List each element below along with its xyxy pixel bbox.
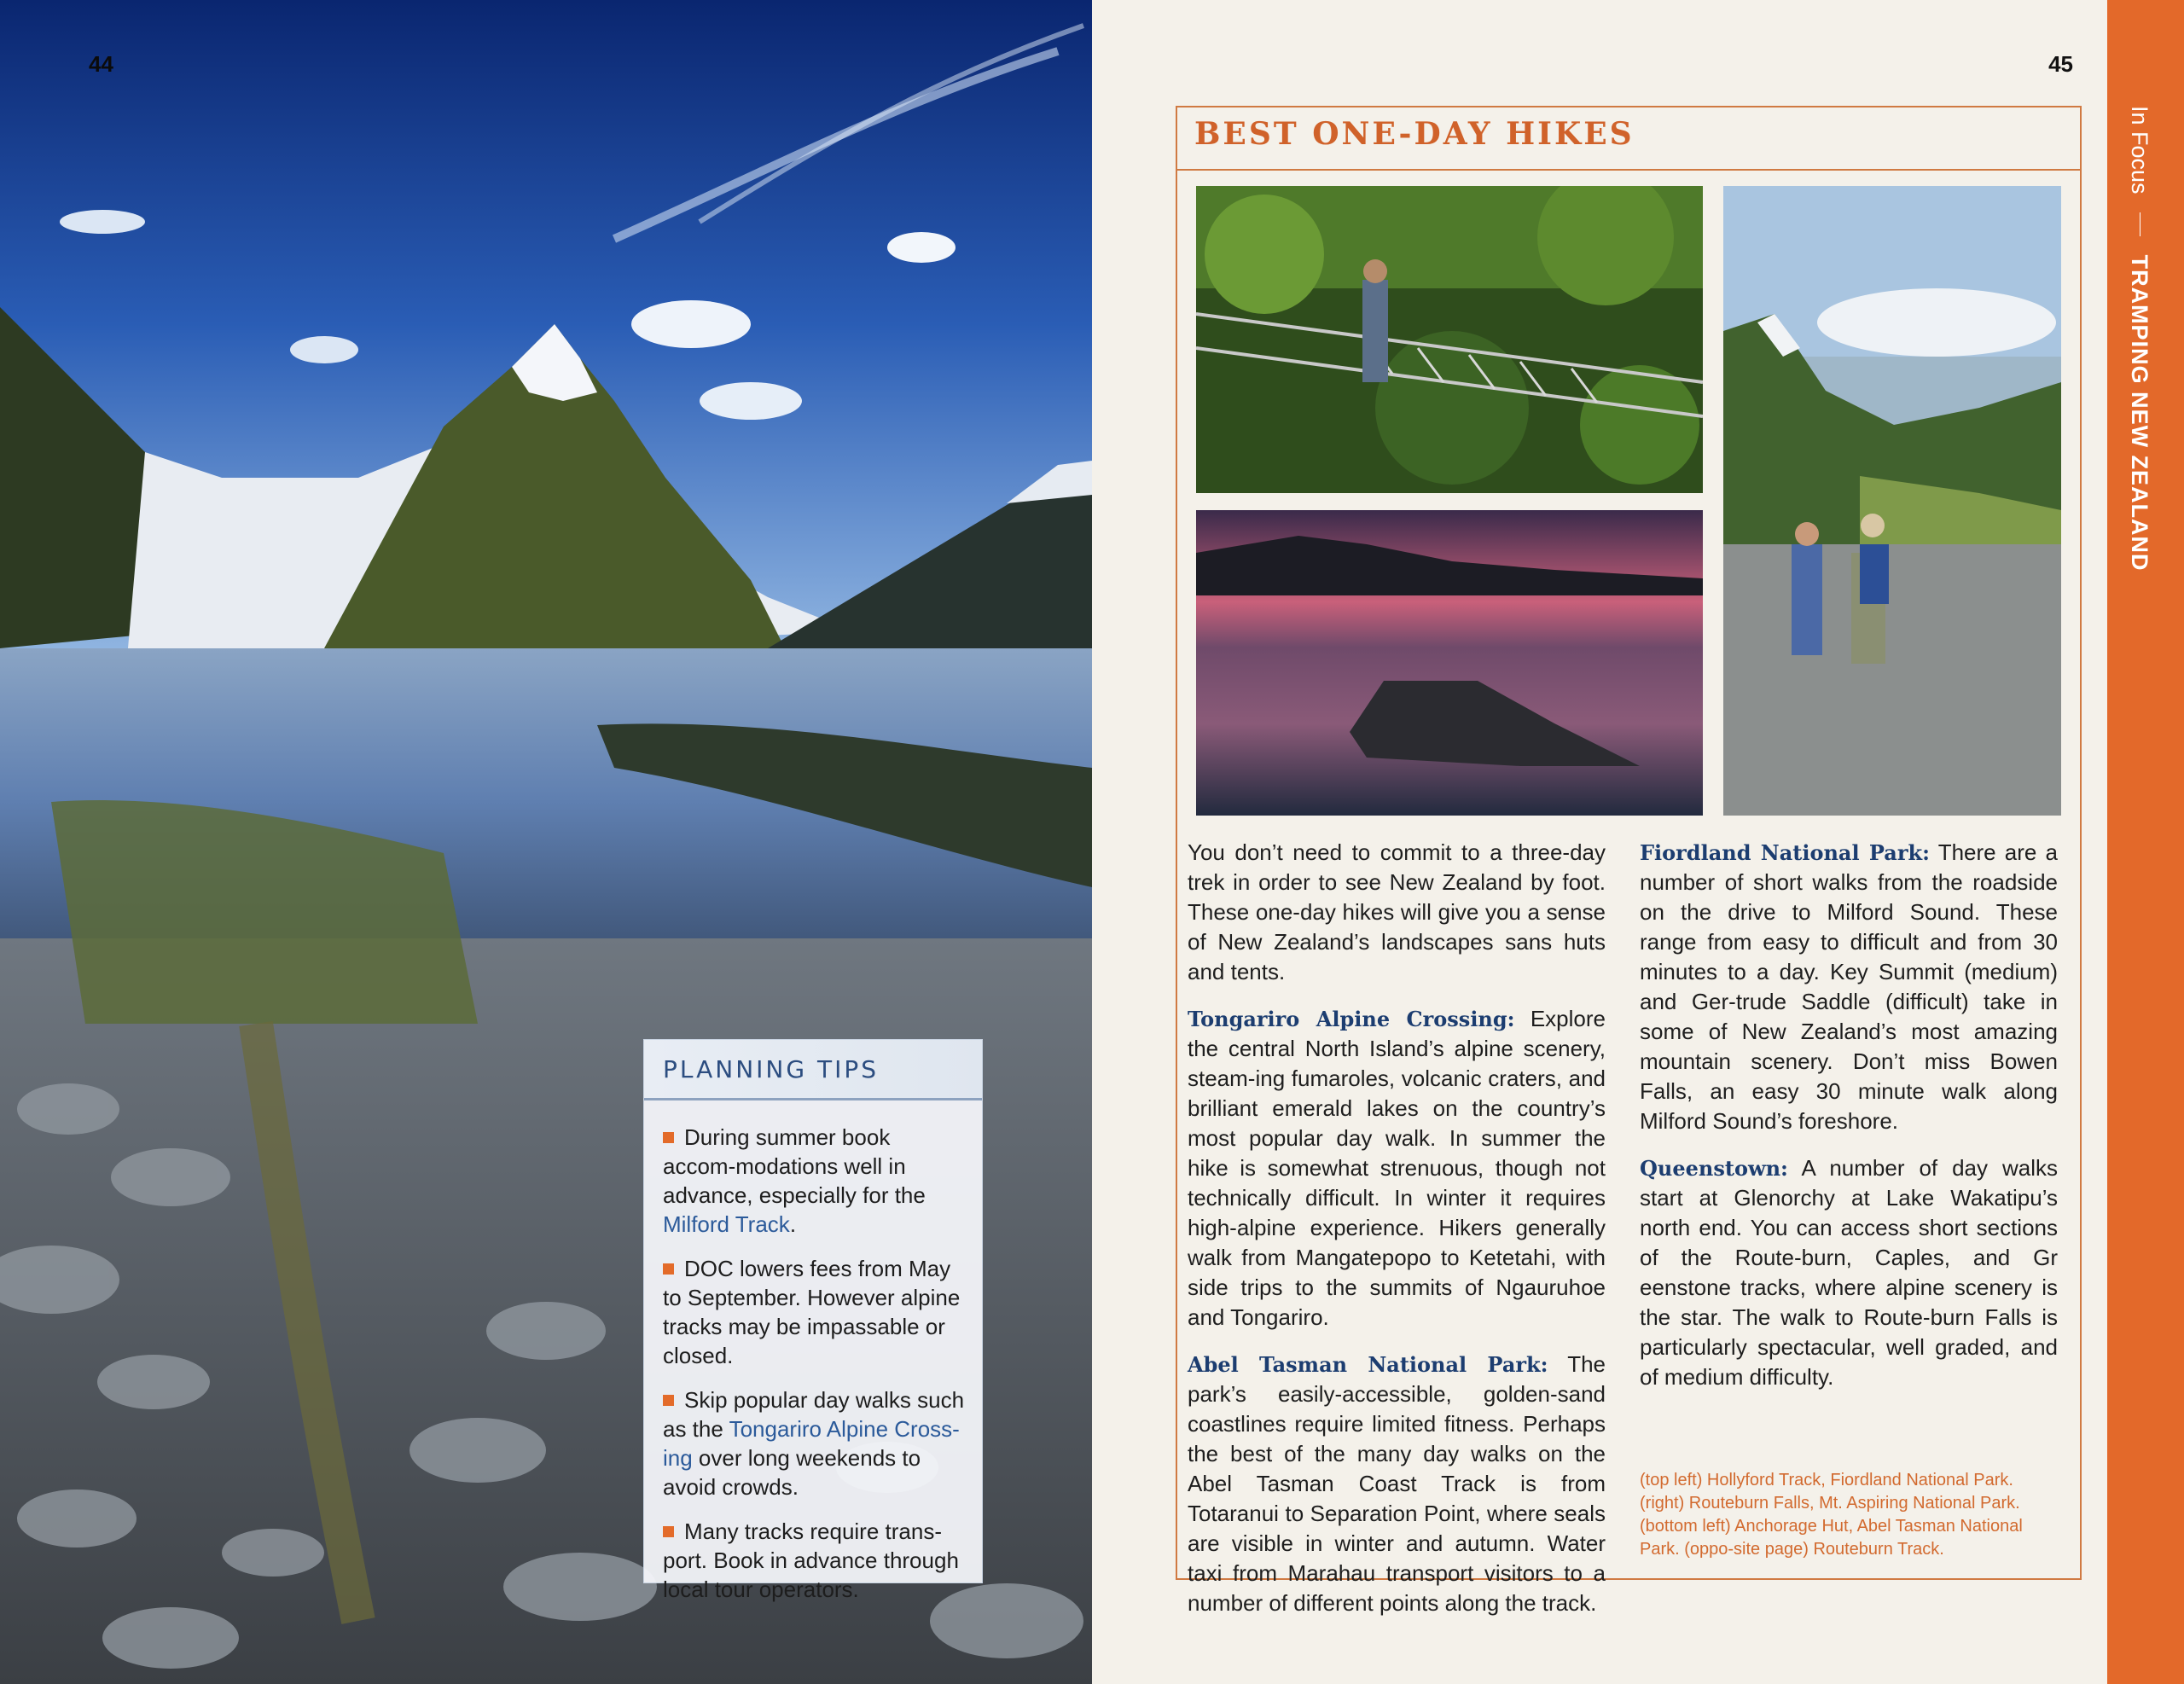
planning-tips-box: [643, 1039, 983, 1602]
paragraph-queenstown: [1640, 1153, 2058, 1392]
milford-track-link[interactable]: Milford Track: [663, 1211, 790, 1237]
tip-text: During summer book accom-modations well in advance, especially for the: [663, 1124, 926, 1208]
tip-text: over long weekends to avoid crowds.: [663, 1445, 921, 1500]
tip-text: Skip popular day walks such as the: [663, 1387, 965, 1442]
bullet-square-icon: [663, 1526, 674, 1537]
body-fiordland: There are a number of short walks from the roadside on the drive to Milford Sound. These range from easy to difficult and from 30 minutes to a day. Key Summit (medium) and Ger-trude Saddle (difficult) take in some of New Zealand’s most amazing mountain scenery. Don’t miss Bowen Falls, an easy 30 minute walk along Milford Sound’s foreshore.: [1640, 839, 2058, 1134]
side-tab-section: TRAMPING NEW ZEALAND: [2127, 254, 2152, 572]
planning-tips-header: [644, 1040, 982, 1100]
page-number-right: 45: [2048, 51, 2073, 77]
bullet-square-icon: [663, 1132, 674, 1143]
page-number-left: 44: [89, 51, 113, 77]
heading-fiordland: Fiordland National Park:: [1640, 840, 1930, 865]
tip-item: [663, 1254, 965, 1370]
body-abel-tasman: The park’s easily-accessible, golden-sand coastlines require limited fitness. Perhaps the best of the many day walks on the Abel Tasman Coast Track is from Totaranui to Separation Point, where seals are visible in winter and autumn. Water taxi from Marahau transport visitors to a number of different points along the track.: [1188, 1351, 1606, 1616]
box-title: BEST ONE-DAY HIKES: [1194, 116, 1635, 152]
tip-text: .: [789, 1211, 797, 1237]
paragraph-abel-tasman: [1188, 1350, 1606, 1618]
box-title-rule: [1177, 169, 2080, 171]
tongariro-crossing-link[interactable]: Tongariro Alpine Cross-ing: [663, 1416, 960, 1471]
anchorage-hut-sunset-photo: [1196, 510, 1703, 816]
heading-abel-tasman: Abel Tasman National Park:: [1188, 1352, 1548, 1377]
text-column-1: [1188, 838, 1606, 1635]
photo-caption: (top left) Hollyford Track, Fiordland National Park. (right) Routeburn Falls, Mt. Aspiring National Park. (bottom left) Anchorage Hut, Abel Tasman National Park. (oppo-site page) Routeburn Track.: [1640, 1471, 2023, 1559]
bullet-square-icon: [663, 1263, 674, 1275]
right-page: [1092, 0, 2184, 1684]
text-column-2: [1640, 838, 2058, 1409]
heading-queenstown: Queenstown:: [1640, 1156, 1788, 1181]
planning-tips-title: PLANNING TIPS: [663, 1054, 879, 1083]
bullet-square-icon: [663, 1395, 674, 1406]
tip-item: [663, 1517, 965, 1604]
paragraph-tongariro: [1188, 1004, 1606, 1333]
tip-item: [663, 1385, 965, 1501]
tip-text: Many tracks require trans-port. Book in advance through local tour operators.: [663, 1519, 959, 1602]
planning-tips-list: [644, 1100, 982, 1604]
section-side-tab: [2107, 0, 2184, 1684]
body-tongariro: Explore the central North Island’s alpine scenery, steam-ing fumaroles, volcanic craters, and brilliant emerald lakes on the country’s most popular day walk. In summer the hike is somewhat strenuous, though not technically difficult. In winter it requires high-alpine experience. Hikers generally walk from Mangatepopo to Ketetahi, with side trips to the summits of Ngauruhoe and Tongariro.: [1188, 1006, 1606, 1330]
routeburn-falls-photo: [1723, 186, 2061, 816]
body-queenstown: A number of day walks start at Glenorchy at Lake Wakatipu’s north end. You can access short sections of the Route-burn, Caples, and Gr eenstone tracks, where alpine scenery is the star. The walk to Route-burn Falls is particularly spectacular, well graded, and of medium difficulty.: [1640, 1155, 2058, 1390]
hollyford-track-photo: [1196, 186, 1703, 493]
tip-text: DOC lowers fees from May to September. However alpine tracks may be impassable or closed.: [663, 1256, 961, 1368]
intro-paragraph: You don’t need to commit to a three-day trek in order to see New Zealand by foot. These one-day hikes will give you a sense of New Zealand’s landscapes sans huts and tents.: [1188, 839, 1606, 984]
side-tab-label: In Focus: [2127, 106, 2152, 195]
tip-item: [663, 1123, 965, 1239]
best-hikes-box: [1176, 106, 2082, 1616]
heading-tongariro: Tongariro Alpine Crossing:: [1188, 1007, 1515, 1031]
paragraph-fiordland: [1640, 838, 2058, 1136]
side-tab-text: [2126, 106, 2152, 572]
